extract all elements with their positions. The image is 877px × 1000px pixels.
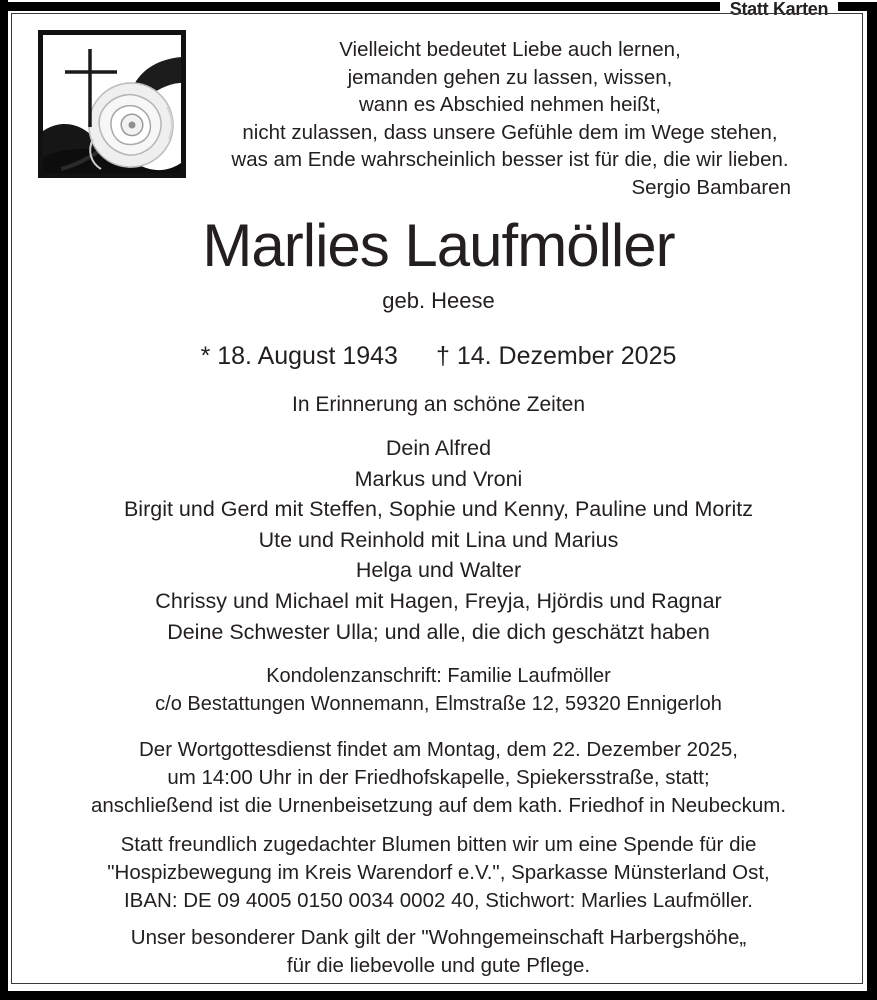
- maiden-name: geb. Heese: [382, 288, 495, 313]
- mourner-line: Birgit und Gerd mit Steffen, Sophie und Kenny, Pauline und Moritz: [123, 497, 754, 522]
- service-info: [20, 736, 857, 820]
- thanks-note: [20, 924, 857, 980]
- quote-attribution: Sergio Bambaren: [631, 175, 791, 199]
- deceased-name: Marlies Laufmöller: [202, 212, 675, 279]
- memorial-photo: [38, 30, 186, 178]
- death-date: † 14. Dezember 2025: [435, 342, 677, 370]
- quote-line: jemanden gehen zu lassen, wissen,: [347, 65, 673, 89]
- quote-block: [215, 36, 805, 201]
- mourner-line: Ute und Reinhold mit Lina und Marius: [258, 527, 619, 552]
- service-line: Der Wortgottesdienst findet am Montag, dem 22. Dezember 2025,: [139, 738, 738, 761]
- condolence-line: c/o Bestattungen Wonnemann, Elmstraße 12, 59320 Ennigerloh: [155, 693, 722, 715]
- mourner-line: Helga und Walter: [355, 558, 522, 583]
- thanks-line: Unser besonderer Dank gilt der "Wohngemeinschaft Harbergshöhe„: [130, 926, 747, 949]
- frame-bar-bottom: [0, 991, 877, 1000]
- memorial-line: In Erinnerung an schöne Zeiten: [291, 393, 586, 416]
- thanks-line: für die liebevolle und gute Pflege.: [286, 954, 591, 977]
- donation-info: [20, 831, 857, 915]
- service-line: anschließend ist die Urnenbeisetzung auf dem kath. Friedhof in Neubeckum.: [90, 794, 787, 817]
- quote-line: nicht zulassen, dass unsere Gefühle dem im Wege stehen,: [242, 120, 778, 144]
- mourners-list: [20, 433, 857, 647]
- statt-karten-text: Statt Karten: [729, 0, 829, 19]
- service-line: um 14:00 Uhr in der Friedhofskapelle, Spiekersstraße, statt;: [167, 766, 710, 789]
- donation-line: Statt freundlich zugedachter Blumen bitten wir um eine Spende für die: [120, 833, 757, 856]
- donation-line: IBAN: DE 09 4005 0150 0034 0002 40, Stichwort: Marlies Laufmöller.: [123, 889, 754, 912]
- quote-line: was am Ende wahrscheinlich besser ist für die, die wir lieben.: [231, 148, 789, 171]
- condolence-address: [20, 662, 857, 718]
- life-dates: [20, 342, 857, 371]
- mourner-line: Dein Alfred: [385, 436, 492, 460]
- birth-date: * 18. August 1943: [200, 342, 398, 370]
- quote-line: wann es Abschied nehmen heißt,: [359, 93, 661, 116]
- quote-line: Vielleicht bedeutet Liebe auch lernen,: [339, 38, 681, 61]
- mourner-line: Markus und Vroni: [354, 466, 523, 491]
- cross-and-rose-illustration: [43, 35, 181, 173]
- mourner-line: Chrissy und Michael mit Hagen, Freyja, Hjördis und Ragnar: [155, 588, 722, 613]
- frame-bar-left: [0, 0, 8, 1000]
- donation-line: "Hospizbewegung im Kreis Warendorf e.V.", Sparkasse Münsterland Ost,: [107, 861, 770, 884]
- mourner-line: Deine Schwester Ulla; und alle, die dich geschätzt haben: [167, 619, 710, 644]
- condolence-line: Kondolenzanschrift: Familie Laufmöller: [266, 665, 611, 687]
- frame-bar-right: [867, 2, 877, 1000]
